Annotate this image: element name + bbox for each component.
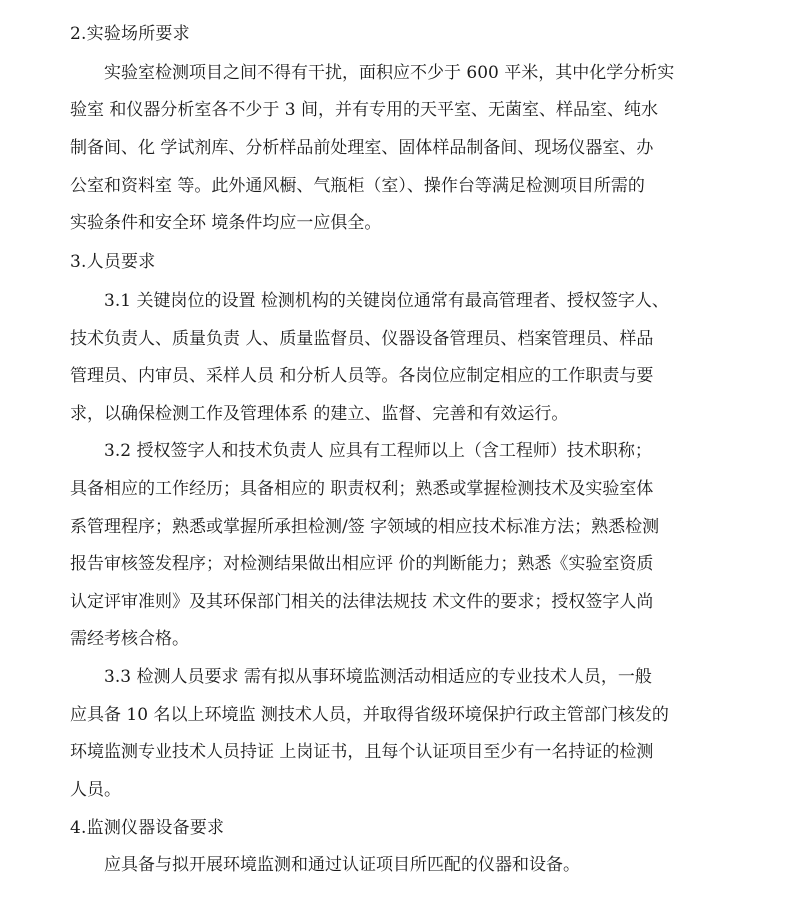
paragraph-line: 实验室检测项目之间不得有干扰，面积应不少于 600 平米，其中化学分析实 [104, 63, 675, 83]
paragraph-line: 报告审核签发程序；对检测结果做出相应评 价的判断能力；熟悉《实验室资质 [70, 554, 654, 574]
paragraph-line: 求，以确保检测工作及管理体系 的建立、监督、完善和有效运行。 [70, 404, 569, 424]
paragraph-line: 技术负责人、质量负责 人、质量监督员、仪器设备管理员、档案管理员、样品 [70, 329, 654, 349]
paragraph-line: 人员。 [70, 780, 121, 800]
paragraph-line: 应具备与拟开展环境监测和通过认证项目所匹配的仪器和设备。 [104, 855, 580, 875]
paragraph-line: 公室和资料室 等。此外通风橱、气瓶柜（室）、操作台等满足检测项目所需的 [70, 176, 645, 196]
paragraph-line: 3.1 关键岗位的设置 检测机构的关键岗位通常有最高管理者、授权签字人、 [104, 291, 669, 311]
paragraph-line: 需经考核合格。 [70, 629, 189, 649]
paragraph-line: 制备间、化 学试剂库、分析样品前处理室、固体样品制备间、现场仪器室、办 [70, 138, 654, 158]
paragraph-line: 实验条件和安全环 境条件均应一应俱全。 [70, 213, 382, 233]
paragraph-line: 环境监测专业技术人员持证 上岗证书，且每个认证项目至少有一名持证的检测 [70, 742, 654, 762]
paragraph-line: 具备相应的工作经历；具备相应的 职责权利；熟悉或掌握检测技术及实验室体 [70, 479, 654, 499]
paragraph-line: 3.3 检测人员要求 需有拟从事环境监测活动相适应的专业技术人员，一般 [104, 667, 652, 687]
paragraph-line: 3.2 授权签字人和技术负责人 应具有工程师以上（含工程师）技术职称； [104, 441, 652, 461]
paragraph-line: 管理员、内审员、采样人员 和分析人员等。各岗位应制定相应的工作职责与要 [70, 366, 654, 386]
section-heading-3: 3.人员要求 [70, 252, 156, 272]
paragraph-line: 验室 和仪器分析室各不少于 3 间，并有专用的天平室、无菌室、样品室、纯水 [70, 100, 659, 120]
paragraph-line: 应具备 10 名以上环境监 测技术人员，并取得省级环境保护行政主管部门核发的 [70, 705, 669, 725]
section-heading-4: 4.监测仪器设备要求 [70, 818, 225, 838]
paragraph-line: 系管理程序；熟悉或掌握所承担检测/签 字领域的相应技术标准方法；熟悉检测 [70, 517, 660, 537]
section-heading-2: 2.实验场所要求 [70, 24, 190, 44]
paragraph-line: 认定评审准则》及其环保部门相关的法律法规技 术文件的要求；授权签字人尚 [70, 592, 654, 612]
